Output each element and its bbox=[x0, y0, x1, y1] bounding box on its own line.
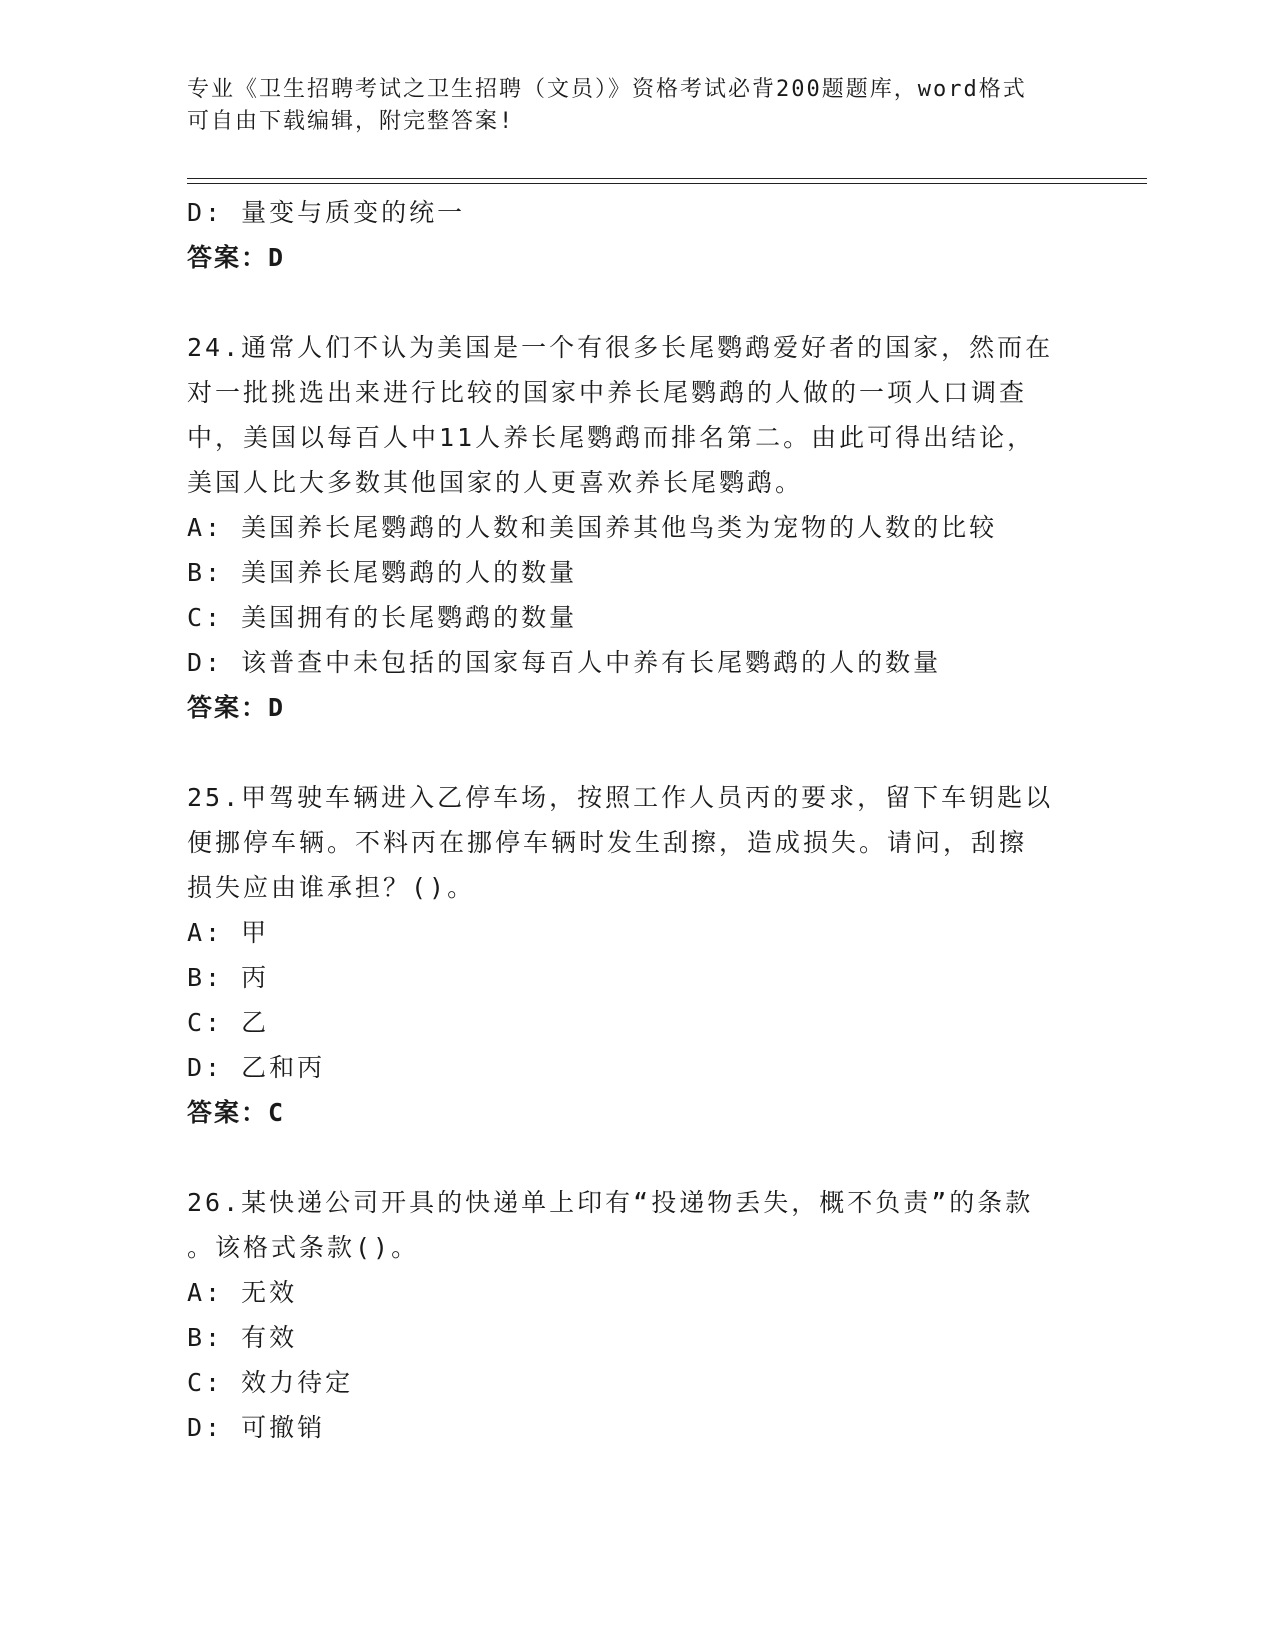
spacer bbox=[187, 1135, 1067, 1180]
question-stem bbox=[187, 325, 1067, 505]
option-a: A: 甲 bbox=[187, 918, 270, 947]
answer-line: 答案：D bbox=[187, 693, 286, 722]
option-d: D: 该普查中未包括的国家每百人中养有长尾鹦鹉的人的数量 bbox=[187, 648, 942, 677]
option-d: D: 量变与质变的统一 bbox=[187, 198, 466, 227]
option-c: C: 乙 bbox=[187, 1008, 270, 1037]
page-header bbox=[187, 74, 1067, 138]
header-title-line-1: 专业《卫生招聘考试之卫生招聘（文员）》资格考试必背200题题库，word格式 bbox=[187, 77, 1027, 102]
option-b: B: 美国养长尾鹦鹉的人的数量 bbox=[187, 558, 578, 587]
spacer bbox=[187, 730, 1067, 775]
previous-question-tail bbox=[187, 190, 1067, 280]
stem-line: 24.通常人们不认为美国是一个有很多长尾鹦鹉爱好者的国家，然而在 bbox=[187, 333, 1054, 362]
spacer bbox=[187, 280, 1067, 325]
option-b: B: 有效 bbox=[187, 1323, 298, 1352]
answer-line: 答案：D bbox=[187, 243, 286, 272]
header-title-line-2: 可自由下载编辑，附完整答案! bbox=[187, 109, 515, 134]
question-25 bbox=[187, 775, 1067, 1135]
stem-line: 26.某快递公司开具的快递单上印有“投递物丢失，概不负责”的条款 bbox=[187, 1188, 1034, 1217]
stem-line: 对一批挑选出来进行比较的国家中养长尾鹦鹉的人做的一项人口调查 bbox=[187, 378, 1028, 407]
stem-line: 便挪停车辆。不料丙在挪停车辆时发生刮擦，造成损失。请问，刮擦 bbox=[187, 828, 1028, 857]
option-a: A: 美国养长尾鹦鹉的人数和美国养其他鸟类为宠物的人数的比较 bbox=[187, 513, 998, 542]
option-c: C: 效力待定 bbox=[187, 1368, 354, 1397]
option-c: C: 美国拥有的长尾鹦鹉的数量 bbox=[187, 603, 578, 632]
question-stem bbox=[187, 1180, 1067, 1270]
question-24 bbox=[187, 325, 1067, 730]
question-stem bbox=[187, 775, 1067, 910]
option-a: A: 无效 bbox=[187, 1278, 298, 1307]
answer-line: 答案：C bbox=[187, 1098, 286, 1127]
stem-line: 中，美国以每百人中11人养长尾鹦鹉而排名第二。由此可得出结论， bbox=[187, 423, 1036, 452]
header-double-rule bbox=[187, 178, 1147, 184]
stem-line: 美国人比大多数其他国家的人更喜欢养长尾鹦鹉。 bbox=[187, 468, 804, 497]
question-26 bbox=[187, 1180, 1067, 1450]
option-d: D: 乙和丙 bbox=[187, 1053, 326, 1082]
stem-line: 。该格式条款()。 bbox=[187, 1233, 420, 1262]
option-b: B: 丙 bbox=[187, 963, 270, 992]
question-content bbox=[187, 190, 1067, 1450]
stem-line: 25.甲驾驶车辆进入乙停车场，按照工作人员丙的要求，留下车钥匙以 bbox=[187, 783, 1054, 812]
stem-line: 损失应由谁承担？()。 bbox=[187, 873, 476, 902]
option-d: D: 可撤销 bbox=[187, 1413, 326, 1442]
